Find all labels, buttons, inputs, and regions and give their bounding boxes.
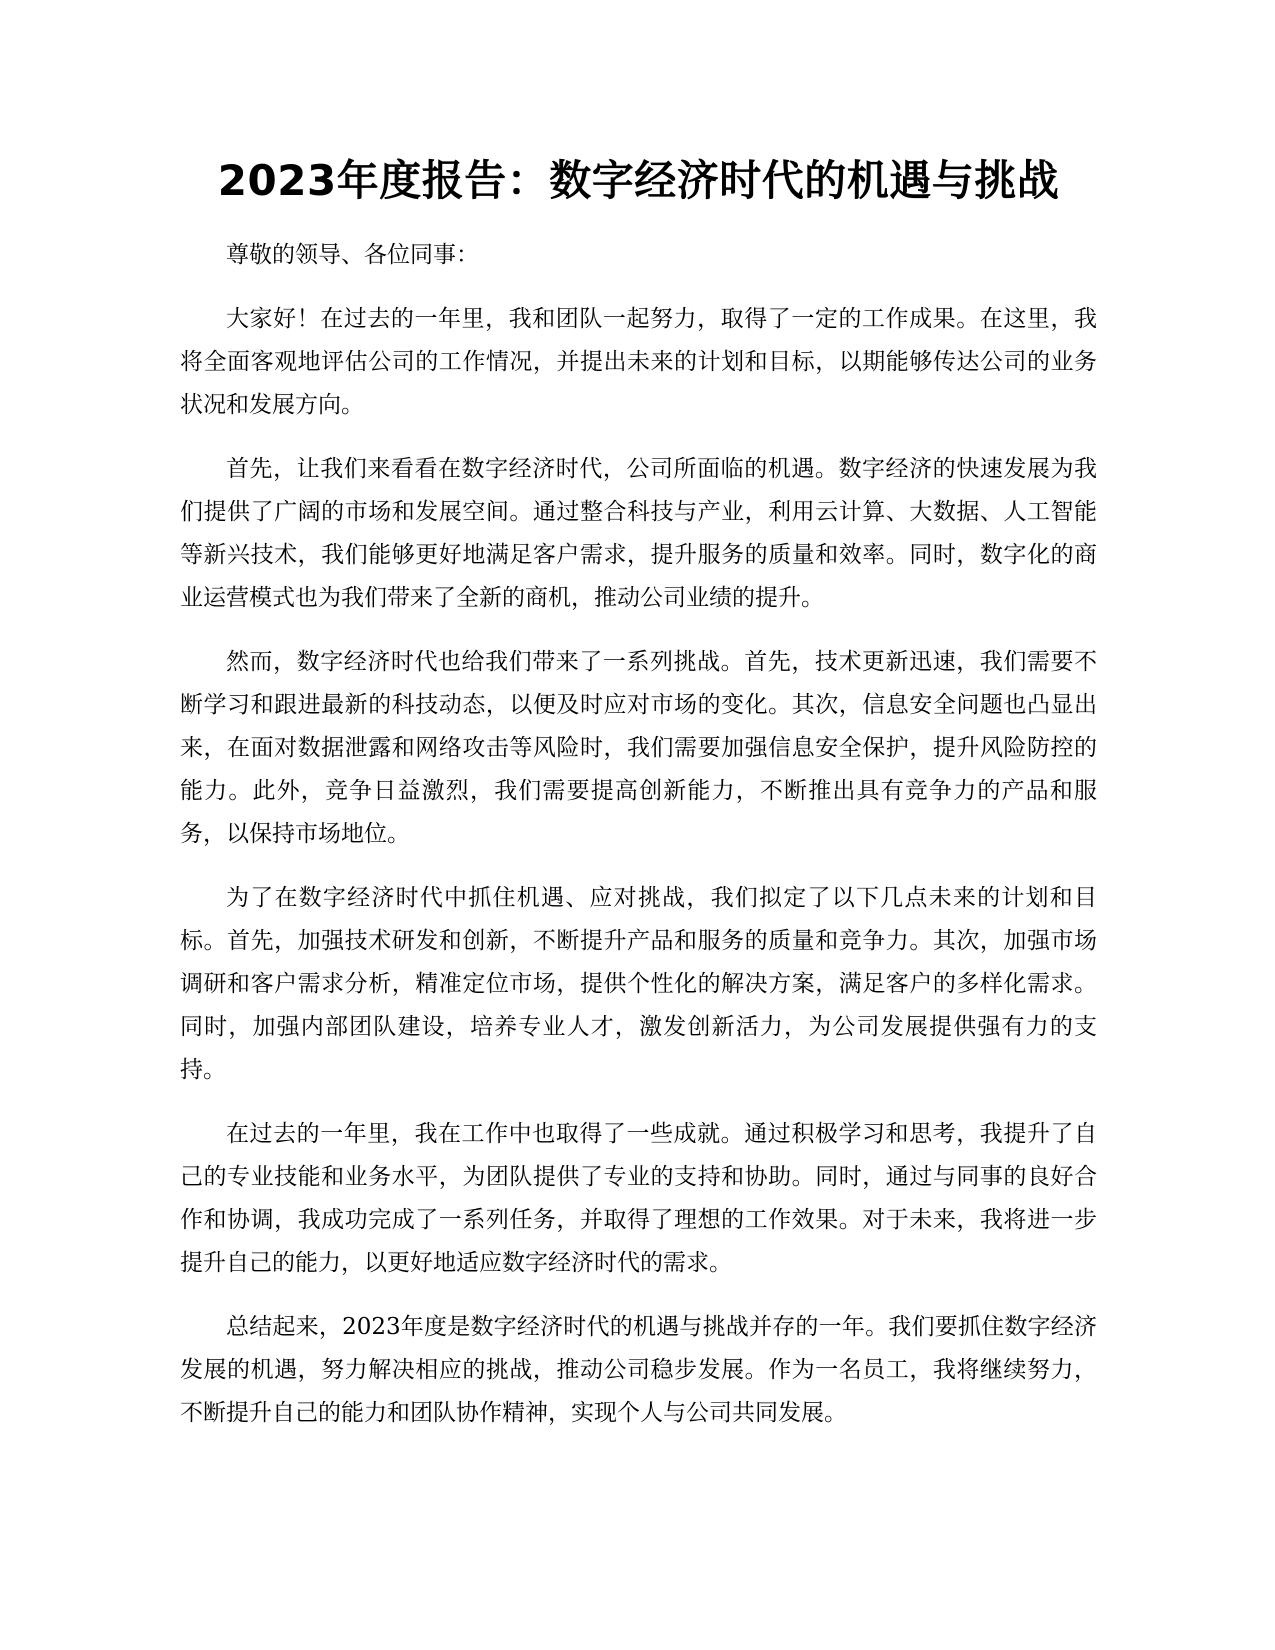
paragraph-plans: 为了在数字经济时代中抓住机遇、应对挑战，我们拟定了以下几点未来的计划和目标。首先，加强技术研发和创新，不断提升产品和服务的质量和竞争力。其次，加强市场调研和客户需求分析，精准定位市场，提供个性化的解决方案，满足客户的多样化需求。同时，加强内部团队建设，培养专业人才，激发创新活力，为公司发展提供强有力的支持。: [180, 885, 1097, 1083]
greeting: 尊敬的领导、各位同事：: [226, 242, 479, 268]
paragraph-achievements: 在过去的一年里，我在工作中也取得了一些成就。通过积极学习和思考，我提升了自己的专业技能和业务水平，为团队提供了专业的支持和协助。同时，通过与同事的良好合作和协调，我成功完成了一系列任务，并取得了理想的工作效果。对于未来，我将进一步提升自己的能力，以更好地适应数字经济时代的需求。: [180, 1121, 1097, 1276]
paragraph-challenges: 然而，数字经济时代也给我们带来了一系列挑战。首先，技术更新迅速，我们需要不断学习和跟进最新的科技动态，以便及时应对市场的变化。其次，信息安全问题也凸显出来，在面对数据泄露和网络攻击等风险时，我们需要加强信息安全保护，提升风险防控的能力。此外，竞争日益激烈，我们需要提高创新能力，不断推出具有竞争力的产品和服务，以保持市场地位。: [180, 649, 1097, 847]
paragraph-summary: 总结起来，2023年度是数字经济时代的机遇与挑战并存的一年。我们要抓住数字经济发展的机遇，努力解决相应的挑战，推动公司稳步发展。作为一名员工，我将继续努力，不断提升自己的能力和团队协作精神，实现个人与公司共同发展。: [180, 1314, 1097, 1426]
paragraph-opportunities: 首先，让我们来看看在数字经济时代，公司所面临的机遇。数字经济的快速发展为我们提供了广阔的市场和发展空间。通过整合科技与产业，利用云计算、大数据、人工智能等新兴技术，我们能够更好地满足客户需求，提升服务的质量和效率。同时，数字化的商业运营模式也为我们带来了全新的商机，推动公司业绩的提升。: [180, 456, 1097, 611]
document-title: 2023年度报告：数字经济时代的机遇与挑战: [217, 156, 1060, 205]
paragraph-intro: 大家好！在过去的一年里，我和团队一起努力，取得了一定的工作成果。在这里，我将全面客观地评估公司的工作情况，并提出未来的计划和目标，以期能够传达公司的业务状况和发展方向。: [180, 306, 1097, 418]
document-page: [180, 150, 1097, 1456]
